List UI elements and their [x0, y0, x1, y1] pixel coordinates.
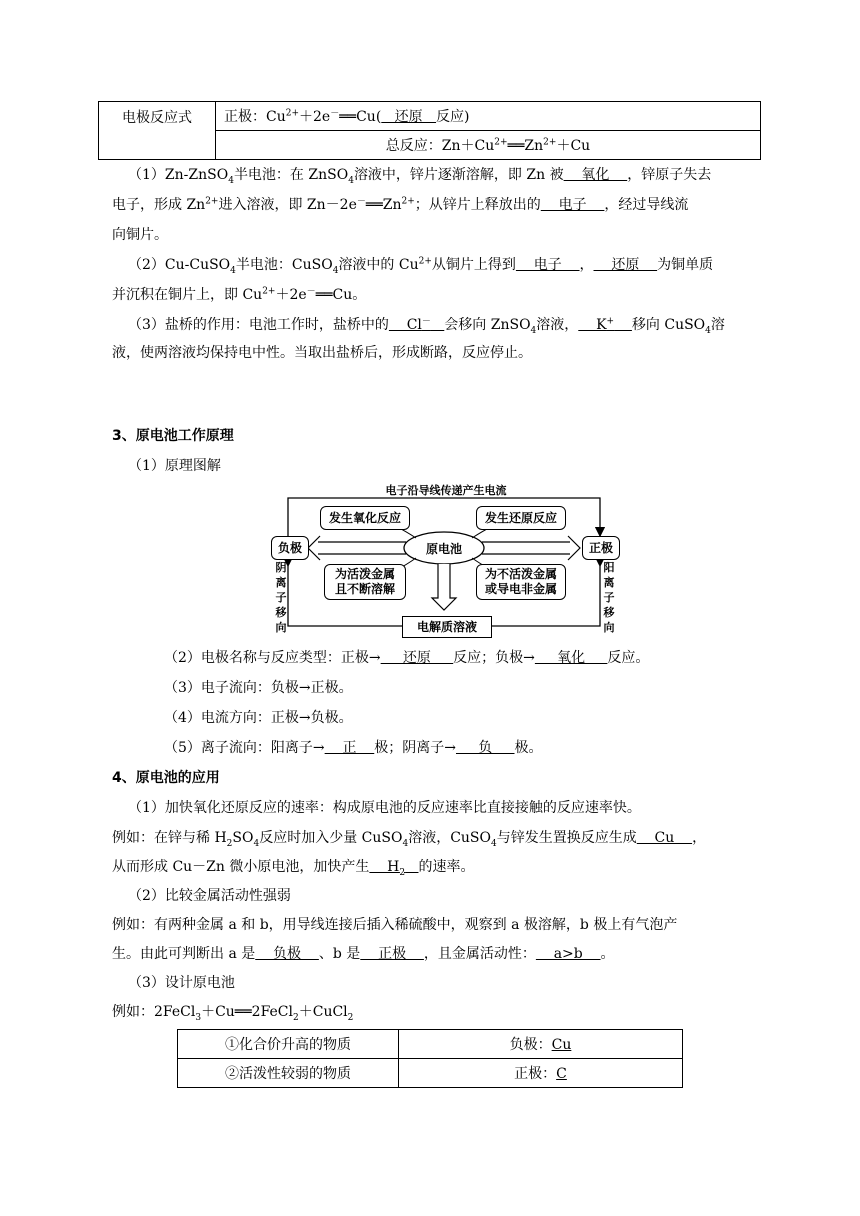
galvanic-cell-diagram [266, 480, 622, 640]
p1-line1: （1）Zn-ZnSO$_4$半电池：在 ZnSO$_4$溶液中，锌片逐渐溶解，即 Zn 被 氧化 ，锌原子失去 [128, 167, 712, 186]
section4-e3: 例如：有两种金属 a 和 b，用导线连接后插入稀硫酸中，观察到 a 极溶解，b 极上有气泡产 [112, 917, 678, 933]
diagram-top-label: 电子沿导线传递产生电流 [385, 484, 507, 497]
section3-q3: （3）电子流向：负极→正极。 [164, 680, 353, 696]
answer-blank: 正极 [360, 946, 424, 962]
answer-blank: $H_2$ [369, 859, 406, 878]
positive-electrode-equation: 正极：$Cu^{2+}+2e^-══Cu$( 还原 反应) [216, 102, 761, 131]
answer-blank: 负 [455, 740, 515, 756]
answer-blank: K+ [578, 316, 615, 333]
row-label: 电极反应式 [99, 102, 216, 160]
section3-sub1: （1）原理图解 [128, 458, 221, 474]
p3-line1: （3）盐桥的作用：电池工作时，盐桥中的 Cl－ 会移向 ZnSO$_4$溶液， K+ 移向 CuSO$_4$溶 [128, 316, 725, 336]
table-row: ①化合价升高的物质 负极：Cu [178, 1030, 683, 1059]
section4-heading: 4、原电池的应用 [112, 770, 220, 786]
reduction-box: 发生还原反应 [476, 506, 566, 530]
answer-blank: Cu [551, 1037, 572, 1053]
electrolyte-box: 电解质溶液 [402, 616, 492, 638]
section4-e5: 例如：2FeCl$_3$＋Cu══2FeCl$_2$＋CuCl$_2$ [112, 1004, 354, 1023]
p1-line3: 向铜片。 [112, 227, 168, 243]
section4-e4: 生。由此可判断出 a 是 负极 、b 是 正极 ，且金属活动性： a>b 。 [112, 946, 615, 962]
p1-line2: 电子，形成 $Zn^{2+}$进入溶液，即 $Zn-2e^-══Zn^{2+}$；从锌片上释放出的 电子 ，经过导线流 [112, 196, 689, 213]
answer-blank: 还原 [381, 109, 436, 125]
section3-q2: （2）电极名称与反应类型：正极→ 还原 反应；负极→ 氧化 反应。 [164, 650, 650, 666]
p2-line2: 并沉积在铜片上，即 $Cu^{2+}+2e^-══Cu$。 [112, 286, 367, 303]
anion-migration-label: 阴 离 子 移 向 [275, 561, 287, 634]
answer-blank: 氧化 [534, 650, 608, 666]
p2-line1: （2）Cu-CuSO$_4$半电池：CuSO$_4$溶液中的 $Cu^{2+}$从铜片上得到 电子 ， 还原 为铜单质 [128, 256, 714, 276]
positive-electrode-box: 正极 [582, 536, 620, 560]
table-row: ②活泼性较弱的物质 正极：C [178, 1059, 683, 1088]
section4-e2: 从而形成 Cu－Zn 微小原电池，加快产生 $H_2$ 的速率。 [112, 859, 475, 878]
electrode-equation-table [98, 101, 761, 160]
inactive-metal-box: 为不活泼金属 或导电非金属 [476, 564, 566, 600]
section3-q4: （4）电流方向：正极→负极。 [164, 710, 353, 726]
answer-blank: 还原 [593, 257, 658, 273]
section4-s1: （1）加快氧化还原反应的速率：构成原电池的反应速率比直接接触的反应速率快。 [128, 800, 641, 816]
answer-blank: 正 [324, 740, 375, 756]
negative-electrode-box: 负极 [271, 536, 309, 560]
answer-blank: a>b [535, 946, 601, 962]
answer-blank: 电子 [540, 197, 605, 213]
answer-blank: Cl－ [388, 316, 431, 333]
cell-design-table [177, 1029, 683, 1088]
oxidation-box: 发生氧化反应 [320, 506, 410, 530]
section3-heading: 3、原电池工作原理 [112, 428, 234, 444]
answer-blank: 还原 [380, 650, 454, 666]
total-reaction-equation: 总反应：$Zn+Cu^{2+}══Zn^{2+}+Cu$ [216, 131, 761, 160]
section4-s3: （3）设计原电池 [128, 975, 235, 991]
section4-s2: （2）比较金属活动性强弱 [128, 888, 291, 904]
section3-q5: （5）离子流向：阳离子→ 正 极；阴离子→ 负 极。 [164, 740, 543, 756]
answer-blank: 氧化 [563, 167, 628, 183]
answer-blank: 负极 [255, 946, 319, 962]
active-metal-box: 为活泼金属 且不断溶解 [324, 564, 406, 600]
cell-center-label: 原电池 [425, 542, 462, 556]
answer-blank: 电子 [515, 257, 580, 273]
p3-line2: 液，使两溶液均保持电中性。当取出盐桥后，形成断路，反应停止。 [112, 345, 532, 361]
cation-migration-label: 阳 离 子 移 向 [603, 561, 615, 634]
answer-blank: C [556, 1066, 567, 1082]
section4-e1: 例如：在锌与稀 $H_2SO_4$反应时加入少量 CuSO$_4$溶液，CuSO$_4$与锌发生置换反应生成 Cu ， [112, 830, 707, 849]
answer-blank: Cu [636, 830, 693, 846]
